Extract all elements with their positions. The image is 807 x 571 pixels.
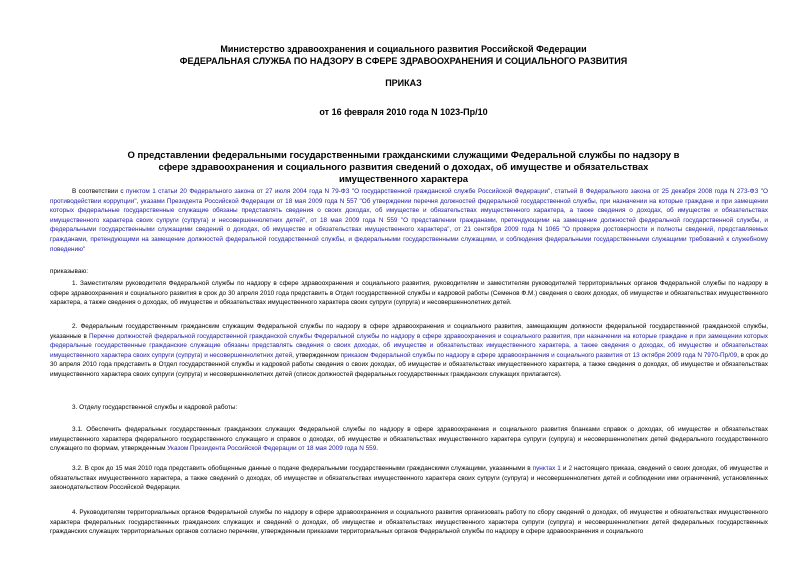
- preamble-text-3: , указами Президента Российской Федерации от 18 мая 2009 года N 557 "Об утверждении перечня должностей федеральной государственной службы, при назначении на которые граждане и при замещении которых федеральные государственные служащие обязаны представлять сведения о своих доходах, об имуществе и обязательствах имущественного характера, а также сведения о доходах, об имуществе и обязательствах имущественного характера своих супруги (супруга) и несовершеннолетних детей": [50, 197, 768, 224]
- paragraph-2-text-3: , в срок до 30 апреля 2010 года представить в Отдел государственной службы и кадровой работы сведения о своих доходах, об имуществе и обязательствах имущественного характера, а также сведения о доходах, об имуществе и обязательствах имущественного характера своих супруги (супруга) и несовершеннолетних детей (список должностей федеральных государственных гражданских служащих прилагается).: [50, 351, 768, 378]
- paragraph-2-text-1: 2. Федеральным государственным гражданским служащим Федеральной службы по надзору в сфере здравоохранения и социального развития, замещающим должности федеральной государственной гражданской службы, указанные в: [50, 323, 768, 340]
- paragraph-4: 4. Руководителям территориальных органов Федеральной службы по надзору в сфере здравоохранения и социального развития организовать работу по сбору сведений о доходах, об имуществе и обязательствах имущественного характера федеральных государственных гражданских служащих и сведений о доходах, об имуществе и обязательствах имущественного характера супруги (супруга) и несовершеннолетних детей федеральных государственных гражданских служащих территориальных органов согласно перечням, утвержденным приказами территориальных органов Федеральной службы по надзору в сфере здравоохранения и социального: [50, 509, 768, 536]
- preamble-paragraph: [50, 187, 768, 254]
- ministry-name: Министерство здравоохранения и социального развития Российской Федерации: [220, 44, 587, 54]
- link-positions-list[interactable]: Перечне должностей федеральной государственной гражданской службы Федеральной службы по надзору в сфере здравоохранения и социального развития, при назначении на которые граждане и при замещении которых федеральные государственные гражданские служащие обязаны представлять сведения о своих доходах, об имуществе и обязательствах имущественного характера, а также сведения о доходах, об имуществе и обязательствах имущественного характера своих супруги (супруга) и несовершеннолетних детей: [50, 332, 768, 359]
- orders-heading: приказываю:: [50, 268, 88, 275]
- paragraph-3-2: [50, 464, 768, 493]
- document-date-number: от 16 февраля 2010 года N 1023-Пр/10: [319, 107, 488, 117]
- paragraph-2: [50, 322, 768, 380]
- preamble-text-1: В соответствии с: [72, 188, 126, 195]
- paragraph-3-1-text-2: .: [376, 445, 379, 453]
- preamble-text-4: , от 18 мая 2009 года N 559 "О представлении гражданами, претендующими на замещение должностей федеральной государственной службы, и федеральными государственными служащими сведений о доходах, об имуществе и обязательствах имущественного характера": [50, 216, 768, 234]
- link-item-2[interactable]: 2: [568, 465, 573, 472]
- paragraph-1: 1. Заместителям руководителя Федеральной службы по надзору в сфере здравоохранения и социального развития, руководителям и заместителям руководителей территориальных органов Федеральной службы по надзору в сфере здравоохранения и социального развития в срок до 30 апреля 2010 года представить в Отдел государственной службы и кадровой работы (Семенов Ф.М.) сведения о своих доходах, об имуществе и обязательствах имущественного характера, а также сведения о доходах, об имуществе и обязательствах имущественного характера своих супруги (супруга) и несовершеннолетних детей.: [50, 280, 768, 307]
- preamble-text-2: , статьей 8 Федерального закона от 25 декабря 2008 года N 273-ФЗ "О противодействии коррупции": [50, 188, 768, 205]
- paragraph-3-2-text-3: настоящего приказа, сведений о своих доходах, об имуществе и обязательствах имущественного характера, а также сведений о доходах, об имуществе и обязательствах имущественного характера своих супруги (супруга) и несовершеннолетних детей и соблюдении ими ограничений, установленных законодательством Российской Федерации.: [50, 465, 768, 492]
- link-order-7970[interactable]: приказом Федеральной службы по надзору в сфере здравоохранения и социального развития от 13 октября 2009 года N 7970-Пр/09: [340, 351, 738, 359]
- paragraph-3: 3. Отделу государственной службы и кадровой работы:: [72, 404, 238, 411]
- link-item-1[interactable]: пунктах 1: [532, 465, 561, 472]
- paragraph-3-1-text-1: 3.1. Обеспечить федеральных государственных гражданских служащих Федеральной службы по надзору в сфере здравоохранения и социального развития бланками справок о доходах, об имуществе и обязательствах имущественного характера федерального государственного служащего и справок о доходах, об имуществе и обязательствах имущественного характера супруги (супруга) и несовершеннолетних детей федерального государственного служащего по формам, утвержденным: [50, 426, 768, 453]
- paragraph-2-text-2: , утвержденном: [292, 351, 341, 359]
- paragraph-3-1: [50, 425, 768, 454]
- paragraph-3-2-text-2: и: [560, 465, 569, 472]
- link-law-79fz[interactable]: пунктом 1 статьи 20 Федерального закона от 27 июля 2004 года N 79-ФЗ "О государственной гражданской службе Российской Федерации": [125, 188, 551, 195]
- link-decree-559[interactable]: Указом Президента Российской Федерации от 18 мая 2009 года N 559: [167, 445, 377, 453]
- preamble-text-5: , от 21 сентября 2009 года N 1065 "О проверке достоверности и полноты сведений, представляемых гражданами, претендующими на замещение должностей федеральной государственной службы, и федеральными государственными служащими, и соблюдения федеральными государственными служащими требований к служебному поведению": [50, 226, 768, 253]
- document-title: О представлении федеральными государственными гражданскими служащими Федеральной службы по надзору в сфере здравоохранения и социального развития сведений о доходах, об имуществе и обязательствах имущественного характера: [127, 150, 680, 185]
- paragraph-3-2-text-1: 3.2. В срок до 15 мая 2010 года представить обобщенные данные о подаче федеральными государственными гражданскими служащими, указанными в: [72, 465, 533, 472]
- document-type: ПРИКАЗ: [385, 78, 422, 88]
- service-name: ФЕДЕРАЛЬНАЯ СЛУЖБА ПО НАДЗОРУ В СФЕРЕ ЗДРАВООХРАНЕНИЯ И СОЦИАЛЬНОГО РАЗВИТИЯ: [179, 56, 628, 66]
